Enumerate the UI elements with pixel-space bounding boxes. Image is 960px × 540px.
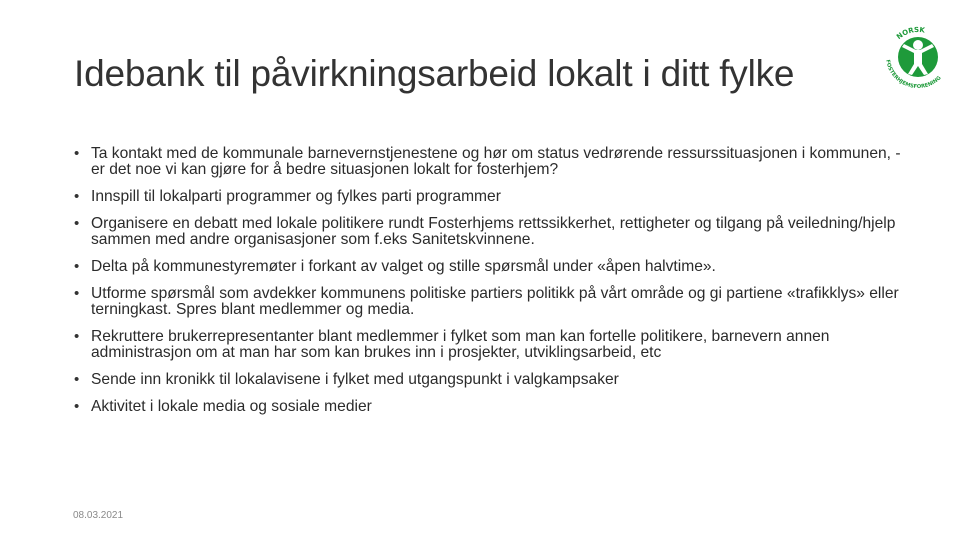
- organization-logo: [880, 14, 956, 100]
- bullet-item: • Delta på kommunestyremøter i forkant av valget og stille spørsmål under «åpen halvtime».: [74, 259, 904, 275]
- bullet-item: • Utforme spørsmål som avdekker kommunens politiske partiers politikk på vårt område og gi partiene «trafikklys» eller terningkast. Spres blant medlemmer og media.: [74, 286, 904, 318]
- bullet-item: • Innspill til lokalparti programmer og fylkes parti programmer: [74, 189, 904, 205]
- slide-title: Idebank til påvirkningsarbeid lokalt i ditt fylke: [74, 53, 795, 94]
- logo-text-bottom: FOSTERHJEMSFORENING: [884, 59, 943, 91]
- bullet-item: • Sende inn kronikk til lokalavisene i fylket med utgangspunkt i valgkampsaker: [74, 372, 904, 388]
- bullet-item: • Aktivitet i lokale media og sosiale medier: [74, 399, 904, 415]
- bullet-item: • Rekruttere brukerrepresentanter blant medlemmer i fylket som man kan fortelle politikere, barnevern annen administrasjon om at man har som kan brukes inn i prosjekter, utviklingsarbeid, etc: [74, 329, 904, 361]
- norsk-fosterhjemsforening-logo-icon: [880, 14, 956, 100]
- bullet-list: [74, 146, 904, 426]
- logo-text-top: NORSK: [895, 25, 926, 42]
- slide-date: 08.03.2021: [73, 510, 124, 521]
- bullet-item: • Organisere en debatt med lokale politikere rundt Fosterhjems rettssikkerhet, rettigheter og tilgang på veiledning/hjelp sammen med andre organisasjoner som f.eks Sanitetskvinnene.: [74, 216, 904, 248]
- bullet-item: • Ta kontakt med de kommunale barnevernstjenestene og hør om status vedrørende ressurssituasjonen i kommunen, - er det noe vi kan gjøre for å bedre situasjonen lokalt for fosterhjem?: [74, 146, 904, 178]
